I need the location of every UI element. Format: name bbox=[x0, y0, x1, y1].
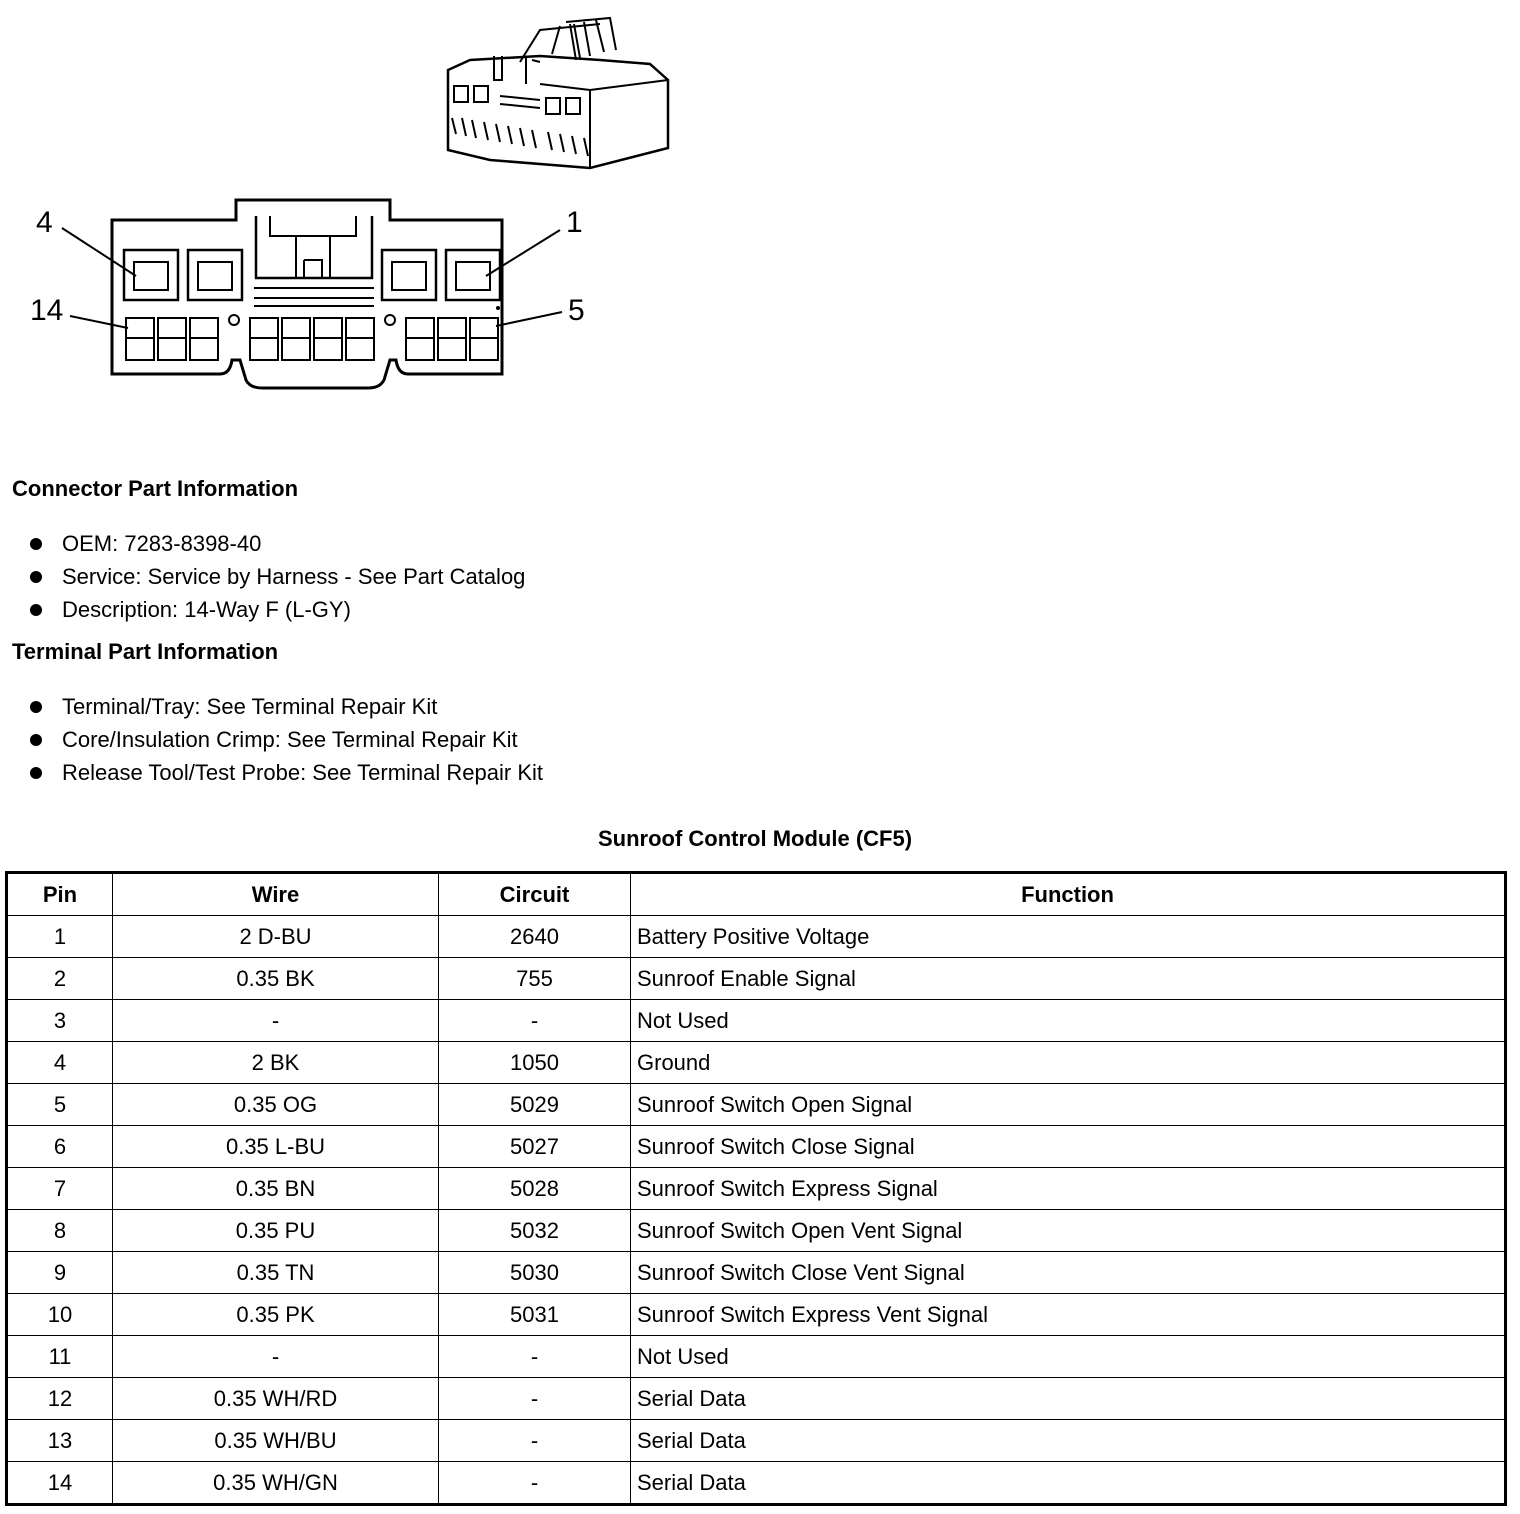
list-item-text: Core/Insulation Crimp: See Terminal Repair Kit bbox=[62, 727, 518, 752]
terminal-info-list bbox=[28, 690, 543, 789]
table-row bbox=[7, 1168, 1506, 1210]
table-header-row bbox=[7, 873, 1506, 916]
connector-drawing bbox=[0, 0, 700, 420]
cell-wire: 0.35 TN bbox=[113, 1252, 439, 1294]
cell-function: Sunroof Switch Open Vent Signal bbox=[631, 1210, 1506, 1252]
cell-circuit: 2640 bbox=[439, 916, 631, 958]
cell-wire: 0.35 PU bbox=[113, 1210, 439, 1252]
list-item bbox=[28, 690, 543, 723]
table-row bbox=[7, 1126, 1506, 1168]
cell-function: Serial Data bbox=[631, 1378, 1506, 1420]
bullet-icon bbox=[30, 538, 42, 550]
cell-circuit: 755 bbox=[439, 958, 631, 1000]
cell-wire: 0.35 PK bbox=[113, 1294, 439, 1336]
list-item bbox=[28, 593, 525, 626]
cell-function: Ground bbox=[631, 1042, 1506, 1084]
table-body bbox=[7, 916, 1506, 1505]
cell-circuit: 5028 bbox=[439, 1168, 631, 1210]
cell-pin: 9 bbox=[7, 1252, 113, 1294]
list-item-text: Release Tool/Test Probe: See Terminal Repair Kit bbox=[62, 760, 543, 785]
list-item-text: Service: Service by Harness - See Part Catalog bbox=[62, 564, 526, 589]
bullet-icon bbox=[30, 734, 42, 746]
table-row bbox=[7, 1000, 1506, 1042]
cell-wire: 2 D-BU bbox=[113, 916, 439, 958]
connector-figure bbox=[0, 0, 700, 420]
list-item-text: Description: 14-Way F (L-GY) bbox=[62, 597, 351, 622]
cell-function: Serial Data bbox=[631, 1462, 1506, 1505]
cell-wire: 0.35 WH/RD bbox=[113, 1378, 439, 1420]
cell-pin: 2 bbox=[7, 958, 113, 1000]
pinout-table bbox=[5, 871, 1507, 1506]
cell-pin: 8 bbox=[7, 1210, 113, 1252]
cell-function: Sunroof Switch Close Vent Signal bbox=[631, 1252, 1506, 1294]
cell-function: Sunroof Switch Express Signal bbox=[631, 1168, 1506, 1210]
cell-wire: 2 BK bbox=[113, 1042, 439, 1084]
cell-pin: 5 bbox=[7, 1084, 113, 1126]
pin-label-5: 5 bbox=[568, 294, 585, 327]
header-circuit: Circuit bbox=[439, 873, 631, 916]
cell-function: Sunroof Switch Open Signal bbox=[631, 1084, 1506, 1126]
cell-function: Sunroof Switch Close Signal bbox=[631, 1126, 1506, 1168]
bullet-icon bbox=[30, 767, 42, 779]
cell-circuit: - bbox=[439, 1462, 631, 1505]
table-row bbox=[7, 1210, 1506, 1252]
cell-circuit: - bbox=[439, 1378, 631, 1420]
cell-circuit: 5029 bbox=[439, 1084, 631, 1126]
list-item bbox=[28, 756, 543, 789]
cell-pin: 13 bbox=[7, 1420, 113, 1462]
cell-function: Not Used bbox=[631, 1336, 1506, 1378]
table-row bbox=[7, 1084, 1506, 1126]
table-row bbox=[7, 1294, 1506, 1336]
cell-function: Serial Data bbox=[631, 1420, 1506, 1462]
bullet-icon bbox=[30, 571, 42, 583]
cell-wire: 0.35 OG bbox=[113, 1084, 439, 1126]
cell-pin: 14 bbox=[7, 1462, 113, 1505]
cell-pin: 6 bbox=[7, 1126, 113, 1168]
table-row bbox=[7, 1462, 1506, 1505]
pin-label-4: 4 bbox=[36, 206, 53, 239]
list-item bbox=[28, 560, 525, 593]
cell-pin: 11 bbox=[7, 1336, 113, 1378]
terminal-info-title: Terminal Part Information bbox=[12, 639, 279, 664]
cell-wire: 0.35 WH/BU bbox=[113, 1420, 439, 1462]
cell-wire: 0.35 WH/GN bbox=[113, 1462, 439, 1505]
cell-pin: 3 bbox=[7, 1000, 113, 1042]
cell-circuit: - bbox=[439, 1336, 631, 1378]
cell-circuit: 5030 bbox=[439, 1252, 631, 1294]
pin-label-14: 14 bbox=[30, 294, 64, 327]
table-row bbox=[7, 916, 1506, 958]
connector-info-list bbox=[28, 527, 525, 626]
table-row bbox=[7, 1336, 1506, 1378]
cell-circuit: - bbox=[439, 1000, 631, 1042]
table-row bbox=[7, 1420, 1506, 1462]
connector-3d-view bbox=[448, 18, 668, 168]
connector-info-title: Connector Part Information bbox=[12, 476, 299, 501]
list-item-text: Terminal/Tray: See Terminal Repair Kit bbox=[62, 694, 438, 719]
table-title: Sunroof Control Module (CF5) bbox=[597, 826, 913, 851]
cell-function: Battery Positive Voltage bbox=[631, 916, 1506, 958]
cell-circuit: 5027 bbox=[439, 1126, 631, 1168]
list-item-text: OEM: 7283-8398-40 bbox=[62, 531, 262, 556]
cell-wire: 0.35 BK bbox=[113, 958, 439, 1000]
list-item bbox=[28, 723, 543, 756]
cell-pin: 7 bbox=[7, 1168, 113, 1210]
cell-pin: 1 bbox=[7, 916, 113, 958]
cell-pin: 4 bbox=[7, 1042, 113, 1084]
list-item bbox=[28, 527, 525, 560]
bullet-icon bbox=[30, 701, 42, 713]
cell-circuit: 1050 bbox=[439, 1042, 631, 1084]
cell-pin: 10 bbox=[7, 1294, 113, 1336]
cell-function: Not Used bbox=[631, 1000, 1506, 1042]
pin-label-1: 1 bbox=[566, 206, 583, 239]
connector-front-view bbox=[62, 200, 562, 388]
header-wire: Wire bbox=[113, 873, 439, 916]
cell-circuit: 5032 bbox=[439, 1210, 631, 1252]
header-function: Function bbox=[631, 873, 1506, 916]
table-row bbox=[7, 1378, 1506, 1420]
cell-pin: 12 bbox=[7, 1378, 113, 1420]
cell-function: Sunroof Switch Express Vent Signal bbox=[631, 1294, 1506, 1336]
table-row bbox=[7, 958, 1506, 1000]
cell-circuit: 5031 bbox=[439, 1294, 631, 1336]
cell-wire: - bbox=[113, 1336, 439, 1378]
table-row bbox=[7, 1252, 1506, 1294]
bullet-icon bbox=[30, 604, 42, 616]
cell-function: Sunroof Enable Signal bbox=[631, 958, 1506, 1000]
cell-wire: 0.35 BN bbox=[113, 1168, 439, 1210]
cell-circuit: - bbox=[439, 1420, 631, 1462]
cell-wire: - bbox=[113, 1000, 439, 1042]
table-row bbox=[7, 1042, 1506, 1084]
cell-wire: 0.35 L-BU bbox=[113, 1126, 439, 1168]
header-pin: Pin bbox=[7, 873, 113, 916]
